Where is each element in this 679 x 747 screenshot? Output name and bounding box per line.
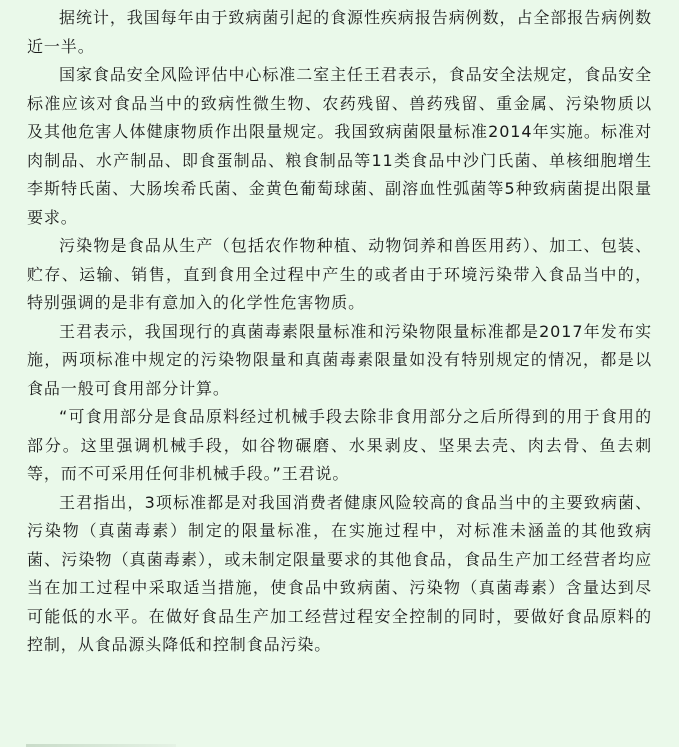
paragraph-3: 污染物是食品从生产（包括农作物种植、动物饲养和兽医用药）、加工、包装、贮存、运输、销售，直到食用全过程中产生的或者由于环境污染带入食品当中的，特别强调的是非有意加入的化学性危害物质。 xyxy=(27,236,652,312)
paragraph-2: 国家食品安全风险评估中心标准二室主任王君表示，食品安全法规定，食品安全标准应该对食品当中的致病性微生物、农药残留、兽药残留、重金属、污染物质以及其他危害人体健康物质作出限量规定。我国致病菌限量标准2014年实施。标准对肉制品、水产制品、即食蛋制品、粮食制品等11类食品中沙门氏菌、单核细胞增生李斯特氏菌、大肠埃希氏菌、金黄色葡萄球菌、副溶血性弧菌等5种致病菌提出限量要求。 xyxy=(27,65,652,227)
paragraph-4: 王君表示，我国现行的真菌毒素限量标准和污染物限量标准都是2017年发布实施，两项标准中规定的污染物限量和真菌毒素限量如没有特别规定的情况，都是以食品一般可食用部分计算。 xyxy=(27,321,652,398)
paragraph-6: 王君指出，3项标准都是对我国消费者健康风险较高的食品当中的主要致病菌、污染物（真菌毒素）制定的限量标准，在实施过程中，对标准未涵盖的其他致病菌、污染物（真菌毒素），或未制定限量要求的其他食品，食品生产加工经营者均应当在加工过程中采取适当措施，使食品中致病菌、污染物（真菌毒素）含量达到尽可能低的水平。在做好食品生产加工经营过程安全控制的同时，要做好食品原料的控制，从食品源头降低和控制食品污染。 xyxy=(27,492,652,654)
paragraph-5: “可食用部分是食品原料经过机械手段去除非食用部分之后所得到的用于食用的部分。这里强调机械手段，如谷物碾磨、水果剥皮、坚果去壳、肉去骨、鱼去刺等，而不可采用任何非机械手段。”王君说。 xyxy=(27,407,652,483)
paragraph-1: 据统计，我国每年由于致病菌引起的食源性疾病报告病例数，占全部报告病例数近一半。 xyxy=(27,8,652,56)
